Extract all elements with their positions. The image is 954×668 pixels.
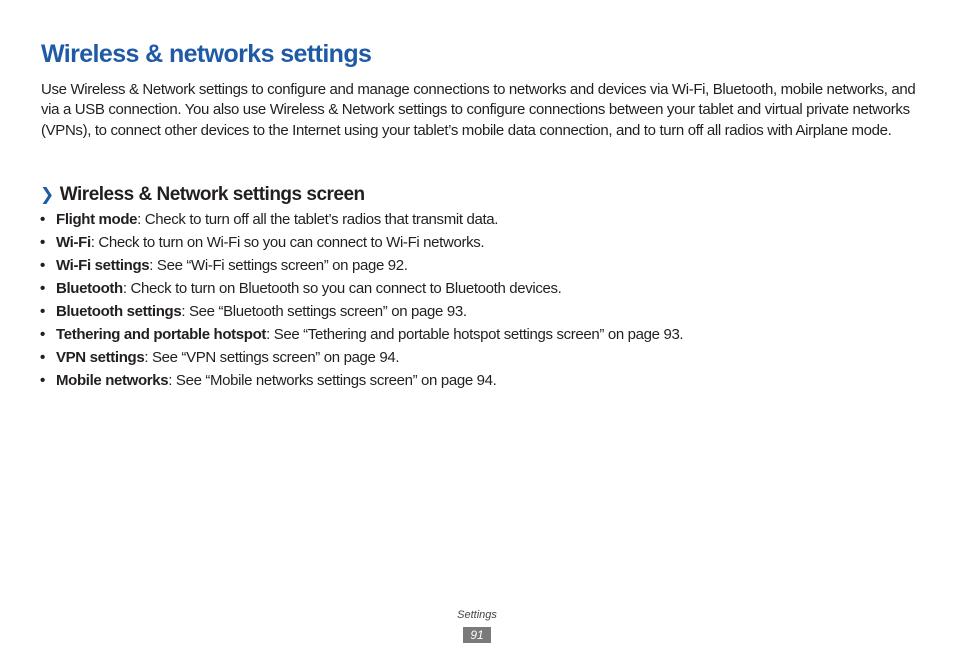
list-item-tethering [40, 323, 683, 346]
list-item-bluetooth [40, 277, 683, 300]
item-term: Wi-Fi [56, 234, 91, 251]
item-term: VPN settings [56, 349, 145, 366]
list-item-vpn-settings [40, 346, 683, 369]
item-desc: : See “Bluetooth settings screen” on page 93. [181, 303, 467, 320]
bullet-icon: • [40, 257, 45, 274]
settings-list [40, 208, 683, 392]
list-item-flight-mode [40, 208, 683, 231]
item-term: Tethering and portable hotspot [56, 326, 267, 343]
section-heading-text: Wireless & Network settings screen [59, 184, 365, 205]
bullet-icon: • [40, 372, 45, 389]
item-term: Bluetooth settings [56, 303, 182, 320]
item-desc: : Check to turn off all the tablet’s radios that transmit data. [137, 211, 499, 228]
bullet-icon: • [40, 326, 45, 343]
item-desc: : See “Mobile networks settings screen” on page 94. [168, 372, 497, 389]
section-heading [40, 182, 365, 208]
item-term: Bluetooth [56, 280, 123, 297]
intro-paragraph: Use Wireless & Network settings to configure and manage connections to networks and devices via Wi-Fi, Bluetooth, mobile networks, and via a USB connection. You also use Wireless & Network settings to configure connections between your tablet and virtual private networks (VPNs), to connect other devices to the Internet using your tablet’s mobile data connection, and to turn off all radios with Airplane mode. [41, 81, 916, 139]
item-term: Wi-Fi settings [56, 257, 150, 274]
bullet-icon: • [40, 303, 45, 320]
item-term: Mobile networks [56, 372, 169, 389]
list-item-bluetooth-settings [40, 300, 683, 323]
bullet-icon: • [40, 234, 45, 251]
page-title: Wireless & networks settings [41, 40, 372, 68]
footer-section-label: Settings [457, 609, 497, 621]
item-desc: : See “Wi-Fi settings screen” on page 92. [149, 257, 408, 274]
bullet-icon: • [40, 349, 45, 366]
list-item-wifi-settings [40, 254, 683, 277]
item-desc: : See “VPN settings screen” on page 94. [144, 349, 400, 366]
bullet-icon: • [40, 280, 45, 297]
page-number-badge: 91 [463, 627, 491, 643]
list-item-mobile-networks [40, 369, 683, 392]
chevron-right-icon: ❯ [40, 185, 54, 204]
item-desc: : Check to turn on Bluetooth so you can connect to Bluetooth devices. [122, 280, 562, 297]
item-desc: : Check to turn on Wi-Fi so you can connect to Wi-Fi networks. [90, 234, 485, 251]
item-desc: : See “Tethering and portable hotspot settings screen” on page 93. [266, 326, 684, 343]
item-term: Flight mode [56, 211, 138, 228]
list-item-wifi [40, 231, 683, 254]
bullet-icon: • [40, 211, 45, 228]
